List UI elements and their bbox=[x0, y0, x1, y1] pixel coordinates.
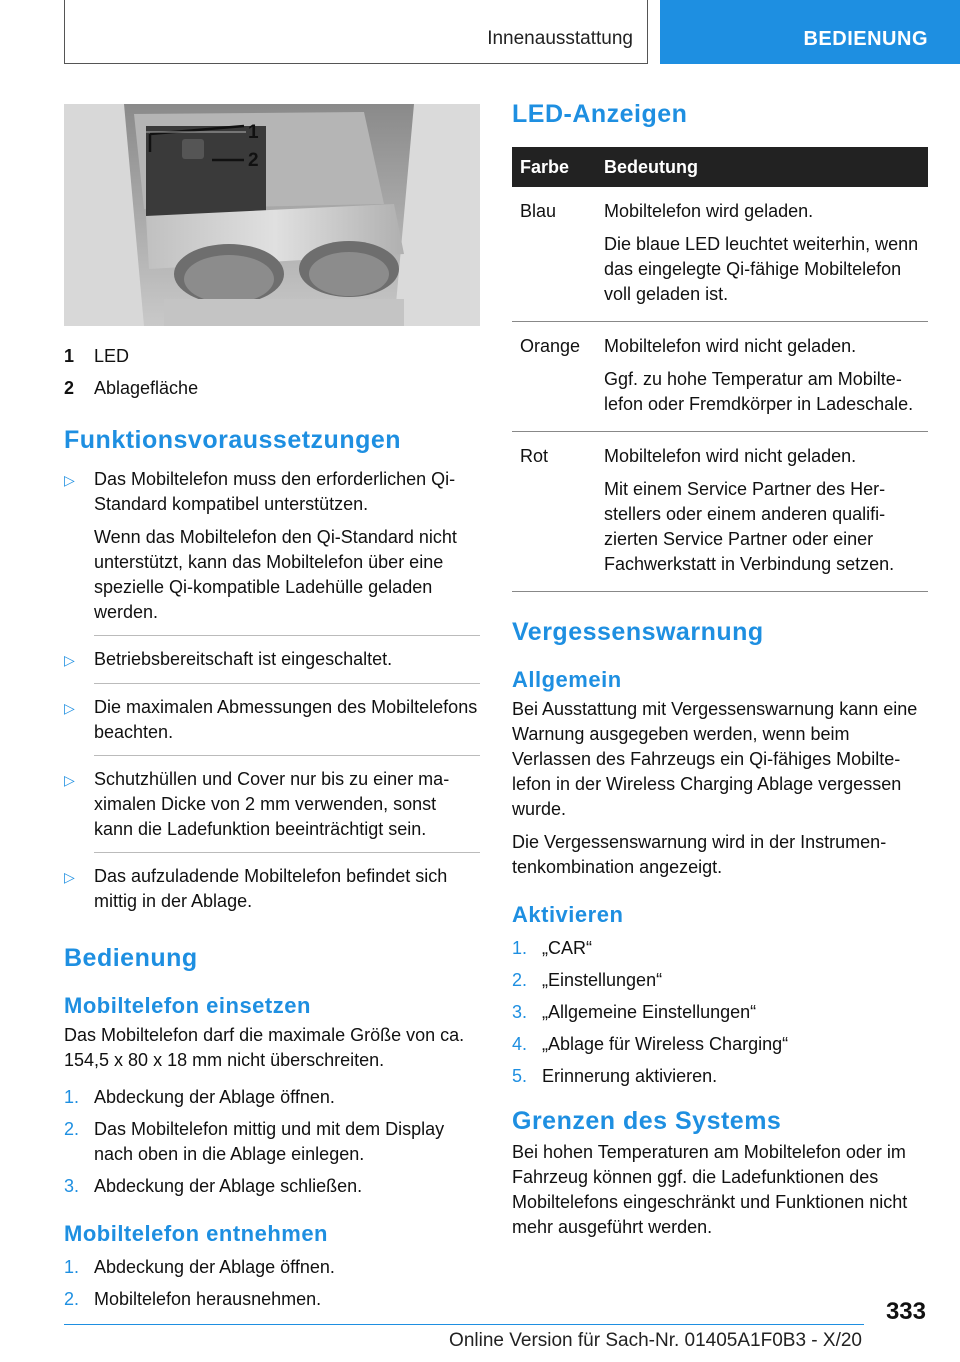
cell-subtext: Ggf. zu hohe Temperatur am Mobiltelefon oder Fremdkörper in Ladeschale. bbox=[604, 369, 914, 414]
allgemein-paragraph-1: Bei Ausstattung mit Vergessenswarnung kann eine Warnung ausgegeben werden, wenn beim Verlassen des Fahrzeugs ein Qi-fähiges Mobiltelefon in der Wireless Charging Ablage vergessen wurde. bbox=[512, 699, 918, 819]
triangle-bullet-icon: ▷ bbox=[64, 772, 75, 788]
cell-text: Mobiltelefon wird nicht geladen. bbox=[604, 336, 857, 356]
cell-subtext: Die blaue LED leuchtet weiterhin, wenn das eingelegte Qi-fähige Mobiltelefon voll geladen ist. bbox=[604, 234, 919, 304]
step-text: Abdeckung der Ablage schließen. bbox=[94, 1176, 363, 1196]
step-item bbox=[512, 1000, 928, 1025]
step-number: 1. bbox=[64, 1087, 80, 1107]
legend-item bbox=[64, 340, 480, 372]
left-column bbox=[64, 104, 480, 1319]
callout-2: 2 bbox=[248, 150, 259, 171]
cell-text: Mobiltelefon wird geladen. bbox=[604, 201, 814, 221]
header-section-tab bbox=[64, 0, 648, 64]
tray-illustration bbox=[64, 104, 480, 326]
legend-text: LED bbox=[94, 346, 130, 366]
heading-aktivieren: Aktivieren bbox=[512, 902, 624, 927]
callout-1: 1 bbox=[248, 122, 259, 143]
step-text: „CAR“ bbox=[542, 938, 592, 958]
step-text: „Ablage für Wireless Charging“ bbox=[542, 1034, 789, 1054]
step-number: 1. bbox=[64, 1257, 80, 1277]
einsetzen-steps bbox=[64, 1085, 480, 1199]
step-number: 2. bbox=[64, 1119, 80, 1139]
list-item-text: Die maximalen Abmessungen des Mobiltelefons beachten. bbox=[94, 697, 478, 742]
list-item bbox=[64, 767, 480, 842]
step-number: 5. bbox=[512, 1066, 528, 1086]
divider bbox=[94, 635, 480, 636]
list-item-subtext: Wenn das Mobiltelefon den Qi-Standard nicht unterstützt, kann das Mobiltelefon über eine spezielle Qi-kompatible Ladehülle geladen werden. bbox=[94, 527, 457, 622]
step-text: Abdeckung der Ablage öffnen. bbox=[94, 1087, 335, 1107]
cell-bedeutung bbox=[596, 432, 928, 592]
cell-subtext: Mit einem Service Partner des Herstellers oder einem anderen qualifizierten Service Partner oder einer Fachwerkstatt in Verbindung setzen. bbox=[604, 479, 895, 574]
step-item bbox=[64, 1255, 480, 1280]
list-item-text: Betriebsbereitschaft ist eingeschaltet. bbox=[94, 649, 393, 669]
aktivieren-steps bbox=[512, 936, 928, 1089]
table-row bbox=[512, 187, 928, 322]
list-item-text: Das aufzuladende Mobiltelefon befindet sich mittig in der Ablage. bbox=[94, 866, 448, 911]
cell-farbe: Rot bbox=[512, 432, 596, 592]
step-item bbox=[512, 1032, 928, 1057]
step-text: „Einstellungen“ bbox=[542, 970, 663, 990]
list-item bbox=[64, 864, 480, 914]
legend-number: 2 bbox=[64, 378, 75, 398]
triangle-bullet-icon: ▷ bbox=[64, 869, 75, 885]
step-number: 2. bbox=[512, 970, 528, 990]
step-item bbox=[512, 936, 928, 961]
cell-farbe: Blau bbox=[512, 187, 596, 322]
column-header-farbe: Farbe bbox=[512, 147, 596, 187]
cell-text: Mobiltelefon wird nicht geladen. bbox=[604, 446, 857, 466]
step-text: Das Mobiltelefon mittig und mit dem Display nach oben in die Ablage einlegen. bbox=[94, 1119, 445, 1164]
step-item bbox=[64, 1085, 480, 1110]
divider bbox=[94, 852, 480, 853]
list-item bbox=[64, 467, 480, 625]
list-item bbox=[64, 695, 480, 745]
footer-text: Online Version für Sach-Nr. 01405A1F0B3 - X/20 bbox=[449, 1330, 862, 1351]
table-header-row bbox=[512, 147, 928, 187]
heading-led-anzeigen: LED-Anzeigen bbox=[512, 100, 688, 128]
heading-mobiltelefon-einsetzen: Mobiltelefon einsetzen bbox=[64, 993, 311, 1018]
heading-allgemein: Allgemein bbox=[512, 667, 622, 692]
step-number: 2. bbox=[64, 1289, 80, 1309]
step-item bbox=[512, 968, 928, 993]
triangle-bullet-icon: ▷ bbox=[64, 472, 75, 488]
divider bbox=[94, 683, 480, 684]
cell-farbe: Orange bbox=[512, 322, 596, 432]
legend-item bbox=[64, 372, 480, 404]
legend-number: 1 bbox=[64, 346, 75, 366]
step-text: Erinnerung aktivieren. bbox=[542, 1066, 718, 1086]
table-row bbox=[512, 432, 928, 592]
grenzen-paragraph: Bei hohen Temperaturen am Mobiltelefon oder im Fahrzeug können ggf. die Ladefunktionen des Mobiltelefons eingeschränkt und Funktionen nicht mehr ausgeführt werden. bbox=[512, 1142, 908, 1237]
wireless-charging-tray-photo bbox=[64, 104, 480, 326]
divider bbox=[94, 755, 480, 756]
step-item bbox=[64, 1117, 480, 1167]
triangle-bullet-icon: ▷ bbox=[64, 652, 75, 668]
step-item bbox=[512, 1064, 928, 1089]
step-text: „Allgemeine Einstellungen“ bbox=[542, 1002, 757, 1022]
heading-mobiltelefon-entnehmen: Mobiltelefon entnehmen bbox=[64, 1221, 328, 1246]
footer-rule bbox=[64, 1324, 864, 1325]
right-column bbox=[512, 100, 928, 1240]
table-row bbox=[512, 322, 928, 432]
figure-legend bbox=[64, 340, 480, 404]
einsetzen-intro: Das Mobiltelefon darf die maximale Größe von ca. 154,5 x 80 x 18 mm nicht überschreiten. bbox=[64, 1025, 465, 1070]
step-text: Mobiltelefon herausnehmen. bbox=[94, 1289, 322, 1309]
list-item bbox=[64, 647, 480, 673]
step-text: Abdeckung der Ablage öffnen. bbox=[94, 1257, 335, 1277]
header-chapter-tab bbox=[660, 0, 960, 64]
triangle-bullet-icon: ▷ bbox=[64, 700, 75, 716]
header-chapter-title: BEDIENUNG bbox=[803, 28, 928, 50]
requirements-list bbox=[64, 467, 480, 914]
cell-bedeutung bbox=[596, 322, 928, 432]
header-section-title: Innenausstattung bbox=[487, 28, 633, 49]
step-number: 1. bbox=[512, 938, 528, 958]
heading-funktionsvoraussetzungen: Funktionsvoraussetzungen bbox=[64, 426, 402, 454]
heading-grenzen-des-systems: Grenzen des Systems bbox=[512, 1107, 782, 1135]
legend-text: Ablagefläche bbox=[94, 378, 199, 398]
column-header-bedeutung: Bedeutung bbox=[596, 147, 928, 187]
cell-bedeutung bbox=[596, 187, 928, 322]
list-item-text: Schutzhüllen und Cover nur bis zu einer maximalen Dicke von 2 mm verwenden, sonst kann die Ladefunktion beeinträchtigt sein. bbox=[94, 769, 450, 839]
page-number: 333 bbox=[885, 1298, 926, 1325]
allgemein-paragraph-2: Die Vergessenswarnung wird in der Instrumentenkombination angezeigt. bbox=[512, 832, 887, 877]
step-number: 4. bbox=[512, 1034, 528, 1054]
heading-vergessenswarnung: Vergessenswarnung bbox=[512, 618, 764, 646]
step-item bbox=[64, 1287, 480, 1312]
heading-bedienung: Bedienung bbox=[64, 944, 198, 972]
list-item-text: Das Mobiltelefon muss den erforderlichen Qi-Standard kompatibel unterstützen. bbox=[94, 469, 456, 514]
led-table bbox=[512, 147, 928, 592]
entnehmen-steps bbox=[64, 1255, 480, 1312]
step-number: 3. bbox=[64, 1176, 80, 1196]
step-item bbox=[64, 1174, 480, 1199]
step-number: 3. bbox=[512, 1002, 528, 1022]
